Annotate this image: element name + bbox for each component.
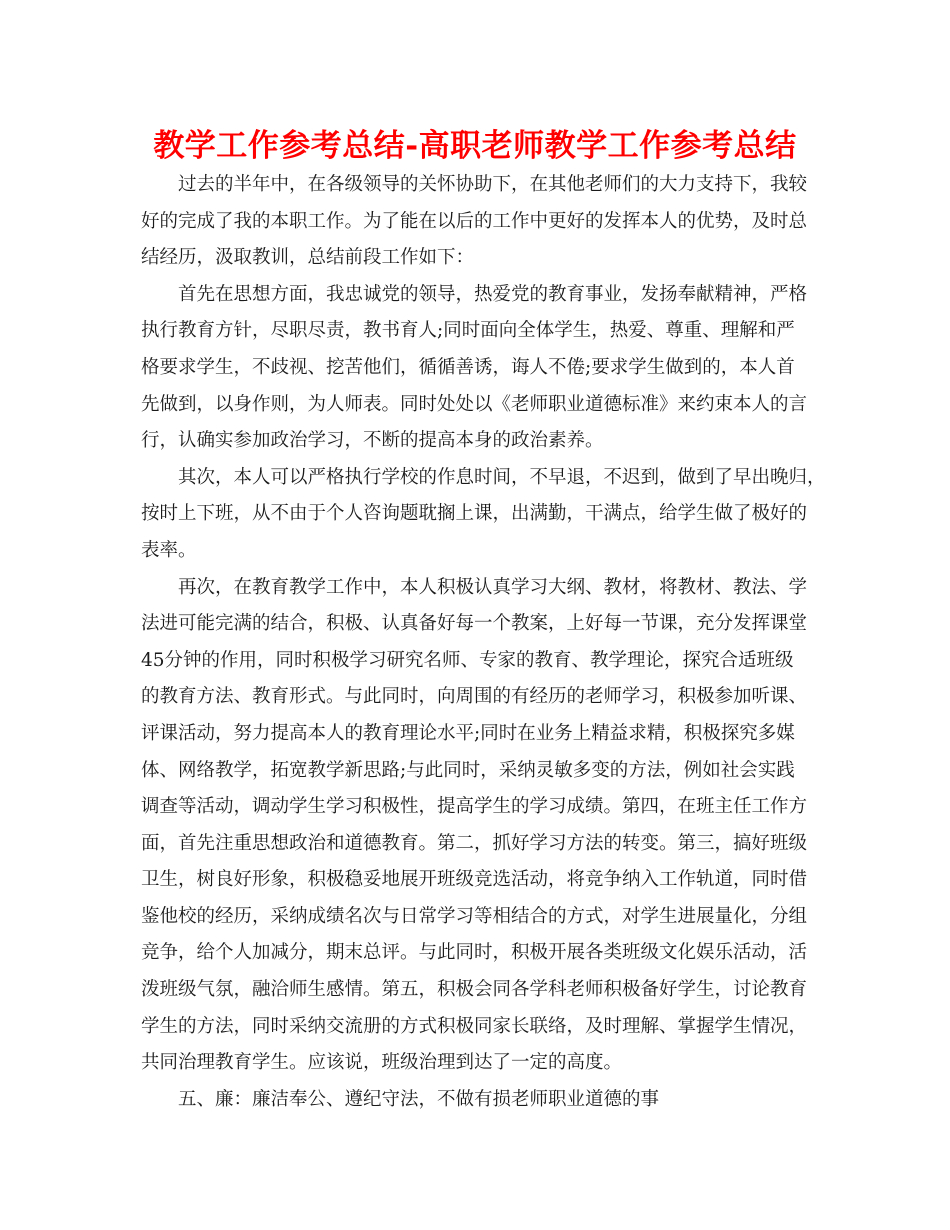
document-title: 教学工作参考总结-高职老师教学工作参考总结 (153, 128, 797, 164)
text-line: 鉴他校的经历，采纳成绩名次与日常学习等相结合的方式，对学生进展量化，分组 (141, 905, 808, 927)
text-line: 过去的半年中，在各级领导的关怀协助下，在其他老师们的大力支持下，我较 (178, 174, 808, 195)
text-line: 格要求学生，不歧视、挖苦他们，循循善诱，诲人不倦;要求学生做到的，本人首 (141, 356, 795, 378)
text-line: 学生的方法，同时采纳交流册的方式积极同家长联络，及时理解、掌握学生情况， (141, 1015, 808, 1037)
paragraph-discipline (141, 460, 826, 570)
text-line: 卫生，树良好形象，积极稳妥地展开班级竞选活动，将竞争纳入工作轨道，同时借 (141, 869, 808, 891)
paragraph-integrity (141, 1082, 821, 1119)
text-line: 行，认确实参加政治学习，不断的提高本身的政治素养。 (141, 430, 604, 452)
paragraph-intro (141, 167, 821, 277)
text-line: 调查等活动，调动学生学习积极性，提高学生的学习成绩。第四，在班主任工作方 (141, 796, 808, 818)
paragraph-teaching (141, 570, 821, 1082)
text-line: 其次，本人可以严格执行学校的作息时间，不早退，不迟到，做到了早出晚归， (178, 466, 826, 488)
text-line: 好的完成了我的本职工作。为了能在以后的工作中更好的发挥本人的优势，及时总 (141, 210, 808, 232)
text-line: 面，首先注重思想政治和道德教育。第二，抓好学习方法的转变。第三，搞好班级 (141, 832, 808, 854)
text-line: 按时上下班，从不由于个人咨询题耽搁上课，出满勤，干满点，给学生做了极好的 (141, 503, 808, 525)
text-line: 45分钟的作用，同时积极学习研究名师、专家的教育、教学理论，探究合适班级 (141, 649, 794, 671)
document-body (141, 167, 826, 1118)
text-line: 首先在思想方面，我忠诚党的领导，热爱党的教育事业，发扬奉献精神，严格 (178, 283, 808, 305)
text-line: 执行教育方针，尽职尽责，教书育人;同时面向全体学生，热爱、尊重、理解和严 (141, 320, 795, 342)
text-line: 法进可能完满的结合，积极、认真备好每一个教案，上好每一节课，充分发挥课堂 (141, 613, 808, 635)
text-line: 再次，在教育教学工作中，本人积极认真学习大纲、教材，将教材、教法、学 (178, 576, 808, 598)
text-line: 五、廉：廉洁奉公、遵纪守法，不做有损老师职业道德的事 (178, 1088, 660, 1110)
text-line: 评课活动，努力提高本人的教育理论水平;同时在业务上精益求精，积极探究多媒 (141, 722, 795, 744)
text-line: 体、网络教学，拓宽教学新思路;与此同时，采纳灵敏多变的方法，例如社会实践 (141, 759, 795, 781)
text-line: 表率。 (141, 539, 197, 561)
text-line: 竞争，给个人加减分，期末总评。与此同时，积极开展各类班级文化娱乐活动，活 (141, 942, 808, 964)
paragraph-ideology (141, 277, 821, 460)
text-line: 的教育方法、教育形式。与此同时，向周围的有经历的老师学习，积极参加听课、 (141, 686, 808, 708)
text-line: 泼班级气氛，融洽师生感情。第五，积极会同各学科老师积极备好学生，讨论教育 (141, 979, 808, 1001)
text-line: 结经历，汲取教训，总结前段工作如下： (141, 247, 475, 269)
text-line: 共同治理教育学生。应该说，班级治理到达了一定的高度。 (141, 1052, 623, 1074)
text-line: 先做到，以身作则，为人师表。同时处处以《老师职业道德标准》来约束本人的言 (141, 393, 808, 415)
